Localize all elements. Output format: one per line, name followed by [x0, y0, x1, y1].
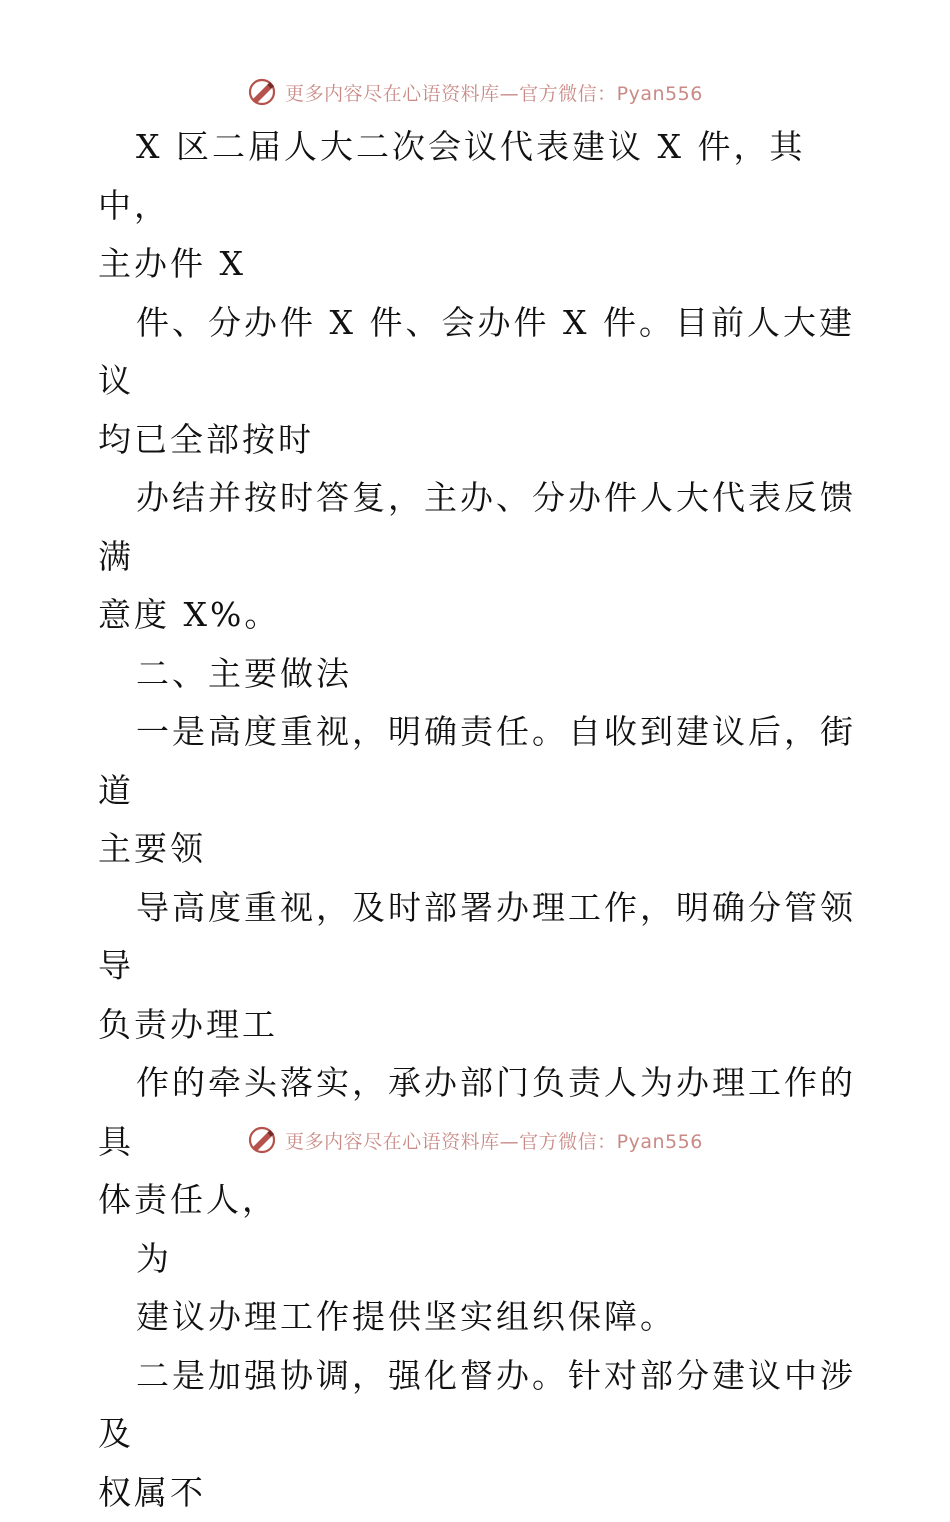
text-line: 意度 X%。	[98, 586, 858, 645]
watermark-text: 更多内容尽在心语资料库—官方微信：Pyan556	[285, 1127, 703, 1154]
text-line: 作的牵头落实，承办部门负责人为办理工作的具	[98, 1054, 858, 1171]
text-line: 二、主要做法	[98, 645, 858, 704]
pen-logo-icon	[247, 1125, 277, 1155]
text-line: 权属不	[98, 1464, 858, 1522]
text-line: 均已全部按时	[98, 411, 858, 470]
text-line: 为	[98, 1230, 858, 1289]
text-line: 负责办理工	[98, 996, 858, 1055]
text-line: 体责任人，	[98, 1171, 858, 1230]
text-line: 件、分办件 X 件、会办件 X 件。目前人大建议	[98, 294, 858, 411]
watermark-text: 更多内容尽在心语资料库—官方微信：Pyan556	[285, 79, 703, 106]
pen-logo-icon	[247, 77, 277, 107]
text-line: 主要领	[98, 820, 858, 879]
text-line: 建议办理工作提供坚实组织保障。	[98, 1288, 858, 1347]
text-line: X 区二届人大二次会议代表建议 X 件，其中，	[98, 118, 858, 235]
text-line: 一是高度重视，明确责任。自收到建议后，街道	[98, 703, 858, 820]
footer-watermark	[0, 1120, 950, 1160]
text-line: 办结并按时答复，主办、分办件人大代表反馈满	[98, 469, 858, 586]
text-line: 主办件 X	[98, 235, 858, 294]
header-watermark	[0, 72, 950, 112]
document-body	[98, 118, 858, 1522]
text-line: 导高度重视，及时部署办理工作，明确分管领导	[98, 879, 858, 996]
text-line: 二是加强协调，强化督办。针对部分建议中涉及	[98, 1347, 858, 1464]
